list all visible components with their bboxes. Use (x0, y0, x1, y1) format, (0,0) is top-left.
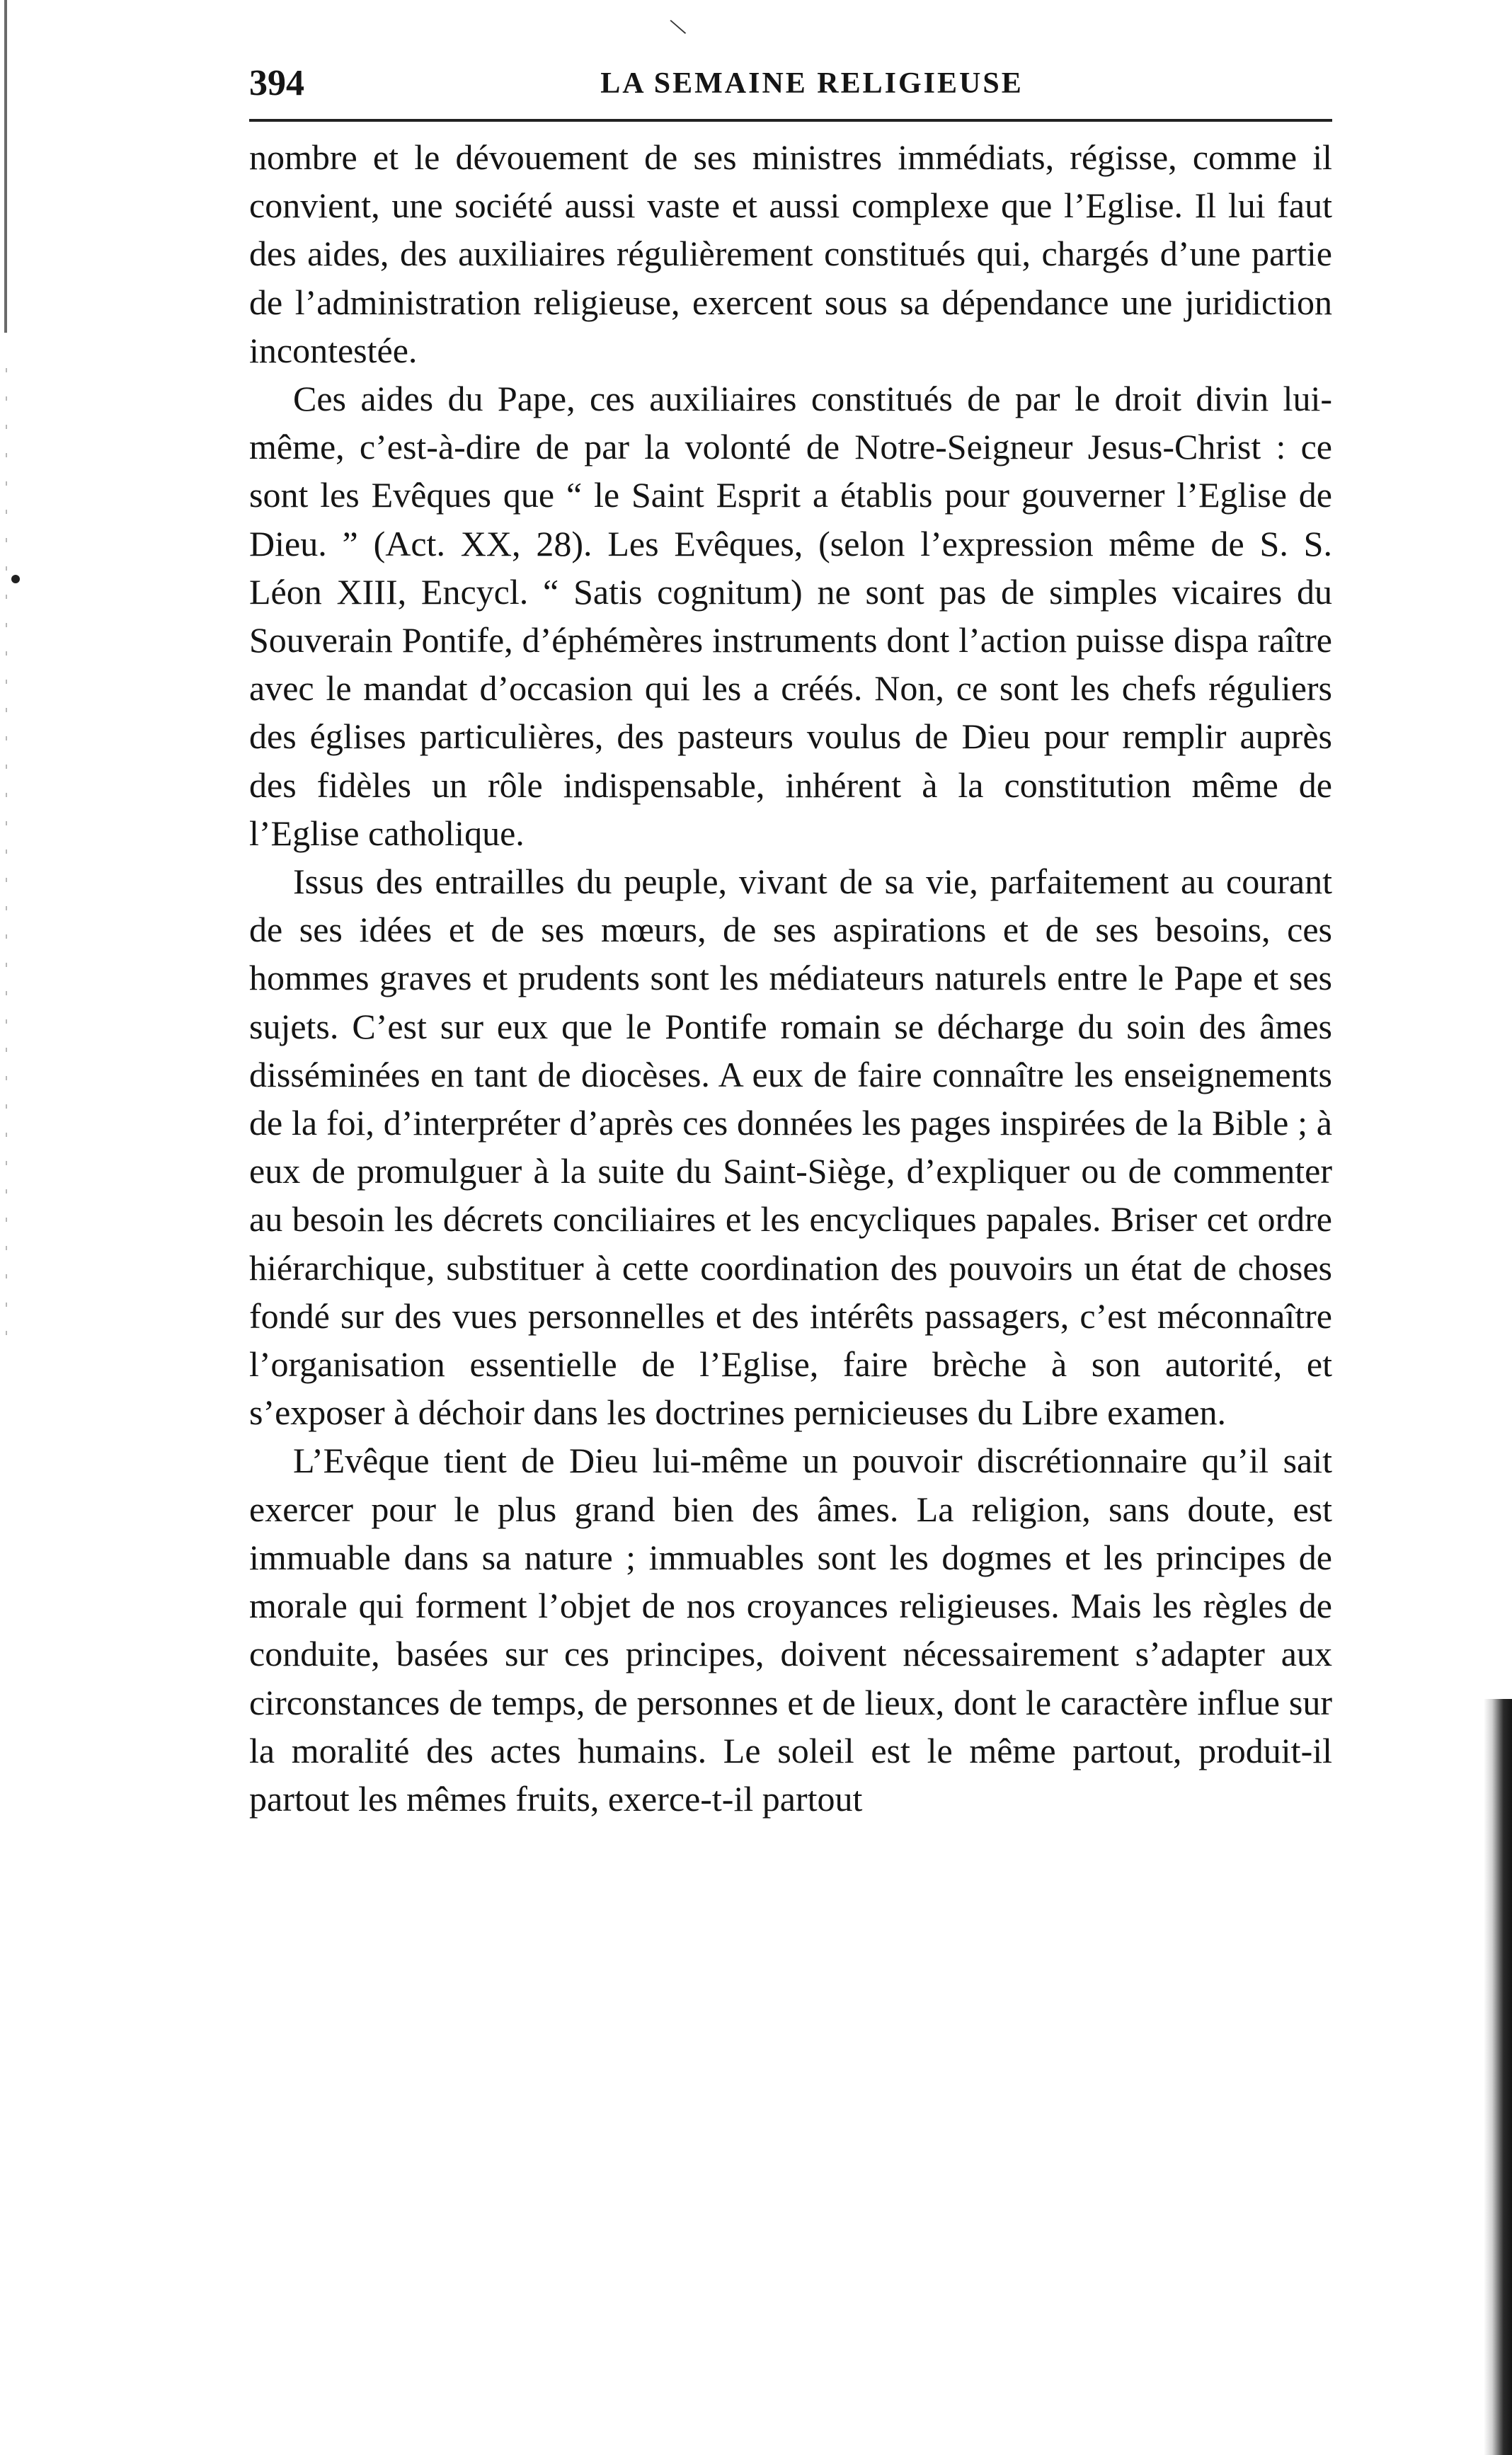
header-rule (249, 119, 1332, 122)
page-number: 394 (249, 63, 304, 103)
running-title: LA SEMAINE RELIGIEUSE (600, 67, 1024, 100)
paragraph-3: Issus des entrailles du peuple, vivant de sa vie, parfaitement au courant de ses idées et de ses mœurs, de ses aspirations et de ses besoins, ces hommes graves et prudents sont les médiateurs naturels entre le Pape et ses sujets. C’est sur eux que le Pontife romain se décharge du soin des âmes disséminées en tant de diocèses. A eux de faire connaître les enseignements de la foi, d’interpréter d’après ces données les pages inspirées de la Bible ; à eux de promulguer à la suite du Saint-Siège, d’expliquer ou de commenter au besoin les décrets conciliaires et les encycliques papales. Briser cet ordre hiérarchique, substituer à cette coordination des pouvoirs un état de choses fondé sur des vues personnelles et des intérêts passagers, c’est méconnaître l’organisation essentielle de l’Eglise, faire brèche à son autorité, et s’exposer à déchoir dans les doctrines pernicieuses du Libre examen. (249, 862, 1332, 1433)
ink-spot (11, 575, 20, 583)
stray-mark: \ (666, 11, 689, 42)
page-header (249, 58, 1332, 109)
page-left-edge-shadow (4, 0, 7, 333)
body-text (249, 133, 1332, 1823)
page-left-edge-marks (6, 368, 7, 1359)
paragraph-4: L’Evêque tient de Dieu lui-même un pouvoir discrétionnaire qu’il sait exercer pour le plus grand bien des âmes. La religion, sans doute, est immuable dans sa nature ; immuables sont les dogmes et les principes de morale qui forment l’objet de nos croyances religieuses. Mais les règles de conduite, basées sur ces principes, doivent nécessairement s’adapter aux circonstances de temps, de personnes et de lieux, dont le caractère influe sur la moralité des actes humains. Le soleil est le même partout, produit-il partout les mêmes fruits, exerce-t-il partout (249, 1441, 1332, 1819)
paragraph-2: Ces aides du Pape, ces auxiliaires constitués de par le droit divin lui-même, c’est-à-dire de par la volonté de Notre-Seigneur Jesus-Christ : ce sont les Evêques que “ le Saint Esprit a établis pour gouverner l’Eglise de Dieu. ” (Act. XX, 28). Les Evêques, (selon l’expression même de S. S. Léon XIII, Encycl. “ Satis cognitum) ne sont pas de simples vicaires du Souverain Pontife, d’éphémères instruments dont l’action puisse dispa raître avec le mandat d’occasion qui les a créés. Non, ce sont les chefs réguliers des églises particulières, des pasteurs voulus de Dieu pour remplir auprès des fidèles un rôle indispensable, inhérent à la constitution même de l’Eglise catholique. (249, 379, 1332, 853)
page-right-edge-shadow (1484, 1699, 1512, 2455)
paragraph-1: nombre et le dévouement de ses ministres immédiats, régisse, comme il convient, une société aussi vaste et aussi complexe que l’Eglise. Il lui faut des aides, des auxiliaires régulièrement constitués qui, chargés d’une partie de l’administration religieuse, exercent sous sa dépendance une juridiction incontestée. (249, 137, 1332, 370)
